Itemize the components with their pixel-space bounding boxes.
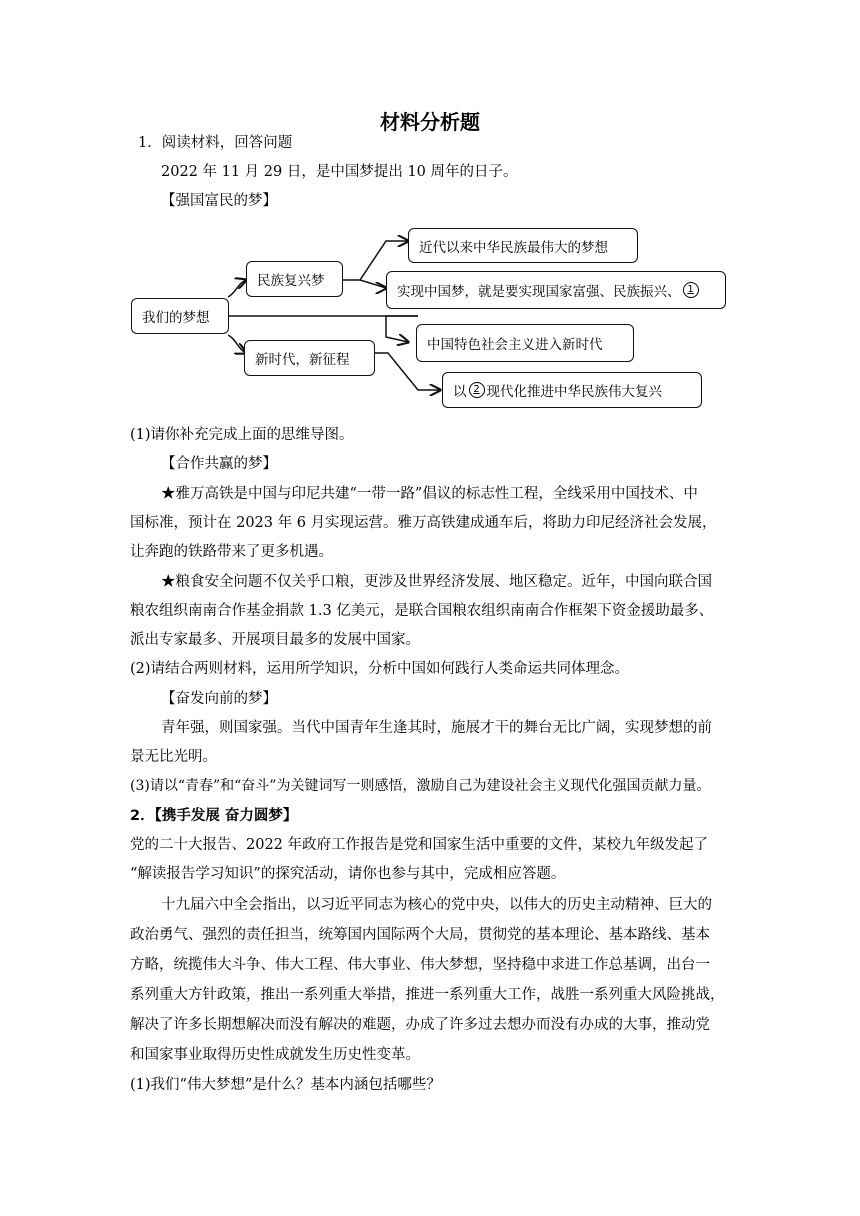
material-paragraph: 十九届六中全会指出，以习近平同志为核心的党中央，以伟大的历史主动精神、巨大的 [161,897,712,913]
mind-map-leaf-modernization [442,372,702,408]
section-heading-forward: 【奋发向前的梦】 [161,691,277,707]
question-2-sub-1: (1)我们“伟大梦想”是什么？基本内涵包括哪些？ [130,1077,441,1093]
question-2-intro: 党的二十大报告、2022 年政府工作报告是党和国家生活中重要的文件，某校九年级发起了 [130,837,709,853]
material-paragraph: 解决了许多长期想解决而没有解决的难题，办成了许多过去想办而没有办成的大事，推动党 [130,1017,710,1033]
question-2-intro: “解读报告学习知识”的探究活动，请你也参与其中，完成相应答题。 [130,866,566,882]
question-1-sub-2: (2)请结合两则材料，运用所学知识，分析中国如何践行人类命运共同体理念。 [130,661,630,677]
material-paragraph: 粮农组织南南合作基金捐款 1.3 亿美元，是联合国粮农组织南南合作框架下资金援助最多、 [130,603,714,619]
material-paragraph: ★粮食安全问题不仅关乎口粮，更涉及世界经济发展、地区稳定。近年，中国向联合国 [161,574,712,590]
material-paragraph: 政治勇气、强烈的责任担当，统筹国内国际两个大局，贯彻党的基本理论、基本路线、基本 [130,927,710,943]
material-paragraph: 和国家事业取得历史性成就发生历史性变革。 [130,1047,420,1063]
leaf-prefix: 以 [453,384,467,400]
question-1-sub-1: (1)请你补充完成上面的思维导图。 [130,427,354,443]
mind-map-root: 我们的梦想 [131,298,229,334]
material-paragraph: 让奔跑的铁路带来了更多机遇。 [130,544,333,560]
question-2-heading: 2．【携手发展 奋力圆梦】 [130,808,298,824]
page-title: 材料分析题 [380,110,480,134]
material-paragraph: 景无比光明。 [130,749,217,765]
material-paragraph: 国标准，预计在 2023 年 6 月实现运营。雅万高铁建成通车后，将助力印尼经济社会发展， [130,515,717,531]
material-paragraph: 方略，统揽伟大斗争、伟大工程、伟大事业、伟大梦想，坚持稳中求进工作总基调，出台一 [130,957,710,973]
blank-marker-2: 2 [469,382,485,398]
mind-map-branch-new-era: 新时代，新征程 [244,340,375,376]
question-1-sub-3: (3)请以“青春”和“奋斗”为关键词写一则感悟，激励自己为建设社会主义现代化强国贡献力量。 [130,778,711,794]
mind-map-leaf-realize-dream [386,271,726,309]
blank-marker-1: 1 [683,282,699,298]
material-paragraph: 青年强，则国家强。当代中国青年生逢其时，施展才干的舞台无比广阔，实现梦想的前 [161,720,712,736]
section-heading-strong-nation: 【强国富民的梦】 [161,193,277,209]
mind-map [128,225,738,415]
material-paragraph: 系列重大方针政策，推出一系列重大举措，推进一系列重大工作，战胜一系列重大风险挑战， [130,987,725,1003]
leaf-suffix: 现代化推进中华民族伟大复兴 [486,384,662,400]
mind-map-branch-revival: 民族复兴梦 [246,261,343,297]
leaf-text: 实现中国梦，就是要实现国家富强、民族振兴、 [397,284,681,300]
material-paragraph: ★雅万高铁是中国与印尼共建“一带一路”倡议的标志性工程，全线采用中国技术、中 [161,486,698,502]
section-heading-win-win: 【合作共赢的梦】 [161,456,277,472]
mind-map-leaf-greatest-dream: 近代以来中华民族最伟大的梦想 [408,228,638,263]
question-1-heading: 1．阅读材料，回答问题 [138,135,293,151]
mind-map-leaf-new-era: 中国特色社会主义进入新时代 [416,324,634,362]
question-1-intro: 2022 年 11 月 29 日，是中国梦提出 10 周年的日子。 [161,164,518,180]
material-paragraph: 派出专家最多、开展项目最多的发展中国家。 [130,632,420,648]
